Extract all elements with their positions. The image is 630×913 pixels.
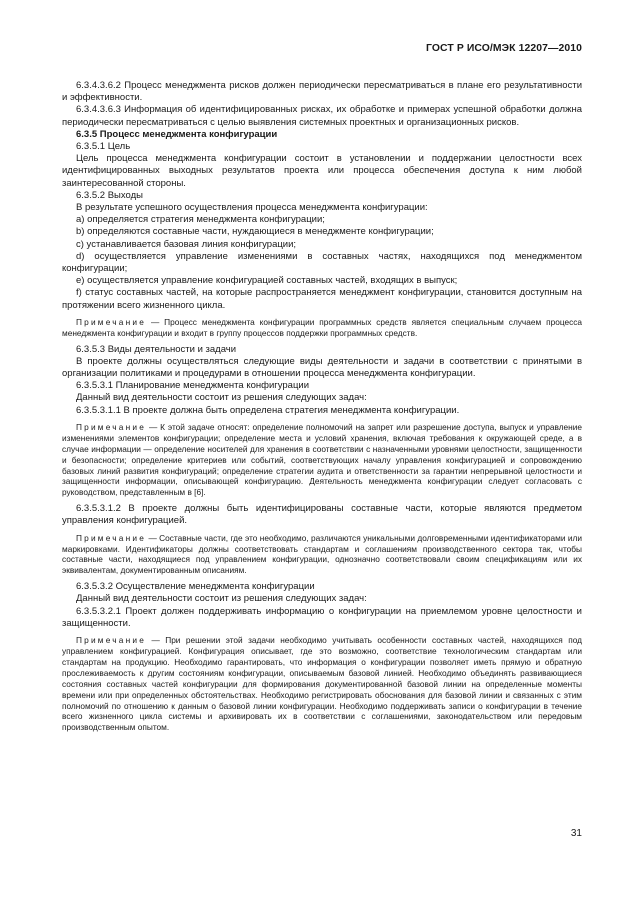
note-label: Примечание <box>76 532 147 543</box>
subheading-6-3-5-3-2: 6.3.5.3.2 Осуществление менеджмента конфигурации <box>76 581 315 593</box>
paragraph-6-3-5-3-1-1: 6.3.5.3.1.1 В проекте должна быть определена стратегия менеджмента конфигурации. <box>76 404 460 416</box>
subheading-6-3-5-1: 6.3.5.1 Цель <box>76 141 131 153</box>
note-3 <box>62 533 582 577</box>
paragraph-6-3-5-3-2-1: 6.3.5.3.2.1 Проект должен поддерживать информацию о конфигурации на приемлемом уровне целостности и защищенности. <box>62 605 582 629</box>
standard-header: ГОСТ Р ИСО/МЭК 12207—2010 <box>426 43 582 54</box>
section-heading-6-3-5: 6.3.5 Процесс менеджмента конфигурации <box>76 128 278 140</box>
paragraph-outcomes-intro: В результате успешного осуществления процесса менеджмента конфигурации: <box>76 202 428 214</box>
list-item-c: c) устанавливается базовая линия конфигурации; <box>76 238 297 250</box>
note-text: — При решении этой задачи необходимо учитывать особенности составных частей, находящихся под управлением конфигурацией. Конфигурация описывает, где это возможно, соответствие технологическим стандартам или стандартам на продукцию. Необходимо гарантировать, что информация о конфигурации позволяет иметь прямую и обратную прослеживаемость к другим состояниям конфигурации, описываемым базовой линией. Необходимо объединять развивающиеся состояния составных частей конфигурации для формирования документированной базовой линии на определенные моменты времени или при определенных обстоятельствах. Необходимо регистрировать обоснования для базовой линии и связанных с этим полномочий по отношению к данным о базовой линии конфигурации. Необходимо поддерживать записи о конфигурации в течение всего жизненного цикла системы и архивировать их в соответствии с соглашениями, законодательством или передовым производственным опытом. <box>62 635 582 733</box>
paragraph-6-3-4-3-6-2: 6.3.4.3.6.2 Процесс менеджмента рисков должен периодически пересматриваться в плане его результативности и эффективности. <box>62 80 582 104</box>
note-4 <box>62 635 582 733</box>
list-item-f: f) статус составных частей, на которые распространяется менеджмент конфигурации, становится доступным на протяжении всего жизненного цикла. <box>62 287 582 311</box>
subheading-6-3-5-3-1: 6.3.5.3.1 Планирование менеджмента конфигурации <box>76 380 309 392</box>
paragraph-6-3-5-3-1-2: 6.3.5.3.1.2 В проекте должны быть идентифицированы составные части, которые являются предметом управления конфигурацией. <box>62 503 582 527</box>
note-label: Примечание <box>76 421 147 432</box>
paragraph-6-3-4-3-6-3: 6.3.4.3.6.3 Информация об идентифицированных рисках, их обработке и примерах успешной обработки должна периодически пересматриваться с целью выявления системных проектных и организационных рисков. <box>62 104 582 128</box>
note-text: — К этой задаче относят: определение полномочий на запрет или разрешение доступа, выпуск и управление изменениями элементов конфигурации; определение места и условий хранения, включая требования к окружающей среде, а в случае информации — определение носителей для хранения в соответствии с назначенными уровнями целостности, защищенности и безопасности; определение критериев или событий, соответствующих началу управления конфигурацией и сопровождению базовых линий развития конфигураций; определение стратегии аудита и ответственности за гарантии непрерывной целостности и защищенности информации, описывающей конфигурацию. Деятельность менеджмента конфигурации следует согласовать с руководством, представленным в [6]. <box>62 421 582 498</box>
note-1 <box>62 317 582 339</box>
paragraph-tasks-intro-2: Данный вид деятельности состоит из решения следующих задач: <box>76 593 367 605</box>
page-content <box>62 80 582 733</box>
list-item-a: a) определяется стратегия менеджмента конфигурации; <box>76 214 325 226</box>
paragraph-tasks-intro-1: Данный вид деятельности состоит из решения следующих задач: <box>76 392 367 404</box>
paragraph-purpose: Цель процесса менеджмента конфигурации состоит в установлении и поддержании целостности всех идентифицированных выходных результатов проекта или процесса обеспечения доступа к ним любой заинтересованной стороны. <box>62 153 582 189</box>
page-number: 31 <box>570 828 582 839</box>
paragraph-activities-intro: В проекте должны осуществляться следующие виды деятельности и задачи в соответствии с принятыми в организации политиками и процедурами в отношении процесса менеджмента конфигурации. <box>62 355 582 380</box>
note-label: Примечание <box>76 316 147 327</box>
note-label: Примечание <box>76 635 147 646</box>
note-text: — Составные части, где это необходимо, различаются уникальными долговременными идентификаторами или маркировками. Идентификаторы должны соответствовать стандартам и соглашениям производственного сектора так, чтобы составные части, находящиеся под управлением конфигурации, однозначно соответствовали своим спецификациям или их эквивалентам, документированным описаниям. <box>62 532 582 576</box>
subheading-6-3-5-3: 6.3.5.3 Виды деятельности и задачи <box>76 343 237 355</box>
note-2 <box>62 422 582 498</box>
subheading-6-3-5-2: 6.3.5.2 Выходы <box>76 189 143 201</box>
list-item-d: d) осуществляется управление изменениями в составных частях, находящихся под менеджментом конфигурации; <box>62 250 582 275</box>
note-text: — Процесс менеджмента конфигурации программных средств является специальным случаем процесса менеджмента конфигурации и входит в группу процессов поддержки программных средств. <box>62 316 582 338</box>
list-item-e: e) осуществляется управление конфигурацией составных частей, входящих в выпуск; <box>76 275 458 287</box>
list-item-b: b) определяются составные части, нуждающиеся в менеджменте конфигурации; <box>76 226 434 238</box>
